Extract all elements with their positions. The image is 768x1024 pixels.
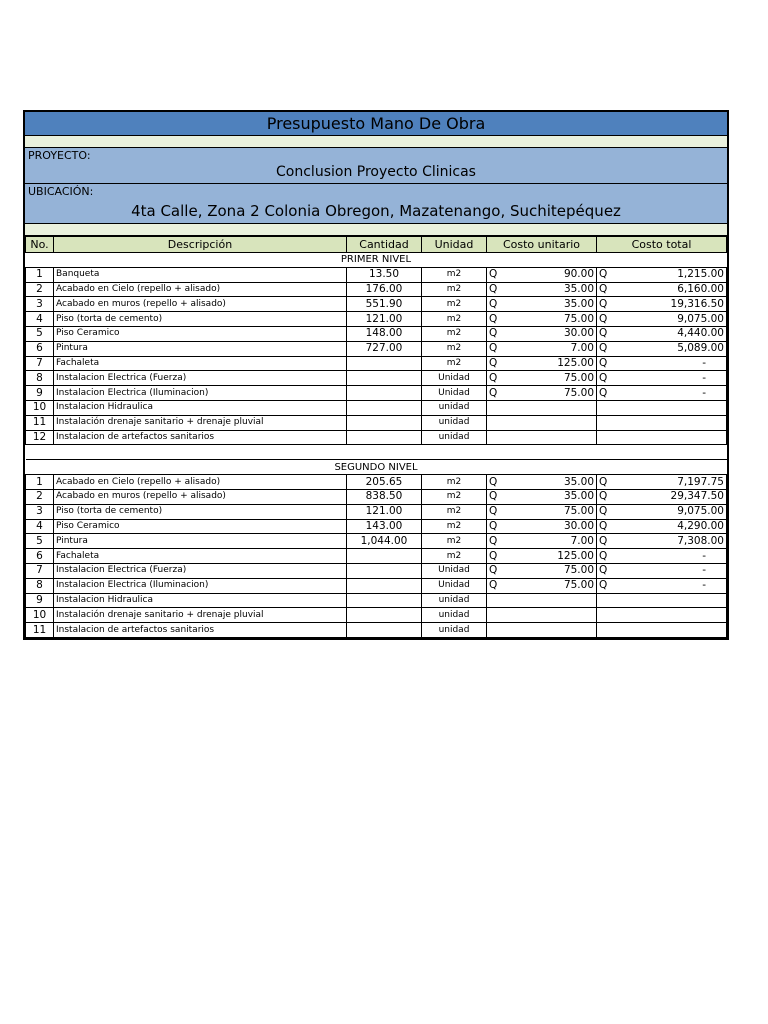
total-cost-amount: 4,440.00 <box>677 327 724 340</box>
item-description: Banqueta <box>54 267 347 282</box>
table-body <box>26 253 727 638</box>
blank-cell <box>26 445 727 460</box>
unit-cost-money <box>489 357 594 370</box>
total-cost-amount: 1,215.00 <box>677 268 724 281</box>
table-row <box>26 386 727 401</box>
table-row <box>26 297 727 312</box>
project-value: Conclusion Proyecto Clinicas <box>276 164 476 180</box>
col-header-description: Descripción <box>54 237 347 253</box>
currency-symbol: Q <box>599 386 608 399</box>
total-cost-amount: - <box>702 356 706 369</box>
currency-symbol: Q <box>599 297 608 310</box>
table-row <box>26 489 727 504</box>
unit-cost-money <box>489 476 594 489</box>
item-quantity: 143.00 <box>347 519 422 534</box>
item-total-cost <box>597 475 727 490</box>
table-row <box>26 504 727 519</box>
item-unit-cost <box>487 312 597 327</box>
unit-cost-amount: 75.00 <box>563 312 594 325</box>
item-unit-cost <box>487 549 597 564</box>
col-header-no: No. <box>26 237 54 253</box>
total-cost-money <box>599 550 724 563</box>
unit-cost-money <box>489 535 594 548</box>
currency-symbol: Q <box>489 371 498 384</box>
item-number: 5 <box>26 534 54 549</box>
item-quantity: 551.90 <box>347 297 422 312</box>
unit-cost-amount: 35.00 <box>563 297 594 310</box>
table-row <box>26 608 727 623</box>
item-description: Piso (torta de cemento) <box>54 312 347 327</box>
currency-symbol: Q <box>599 371 608 384</box>
item-unit-cost <box>487 282 597 297</box>
total-cost-money <box>599 327 724 340</box>
item-unit-cost <box>487 593 597 608</box>
item-description: Piso Ceramico <box>54 326 347 341</box>
total-cost-amount: - <box>702 386 706 399</box>
item-unit: unidad <box>422 623 487 638</box>
item-description: Instalacion de artefactos sanitarios <box>54 623 347 638</box>
item-number: 3 <box>26 297 54 312</box>
item-quantity <box>347 578 422 593</box>
item-unit: Unidad <box>422 386 487 401</box>
item-description: Instalacion Electrica (Iluminacion) <box>54 386 347 401</box>
item-description: Acabado en muros (repello + alisado) <box>54 489 347 504</box>
total-cost-amount: 4,290.00 <box>677 519 724 532</box>
unit-cost-money <box>489 387 594 400</box>
currency-symbol: Q <box>599 282 608 295</box>
currency-symbol: Q <box>599 534 608 547</box>
item-quantity <box>347 593 422 608</box>
total-cost-money <box>599 505 724 518</box>
item-quantity: 148.00 <box>347 326 422 341</box>
unit-cost-amount: 35.00 <box>563 490 594 503</box>
table-row <box>26 341 727 356</box>
currency-symbol: Q <box>489 297 498 310</box>
item-unit: m2 <box>422 267 487 282</box>
currency-symbol: Q <box>489 534 498 547</box>
item-unit-cost <box>487 578 597 593</box>
project-band <box>25 148 727 184</box>
item-total-cost <box>597 415 727 430</box>
currency-symbol: Q <box>489 342 498 355</box>
project-label: PROYECTO: <box>28 149 91 162</box>
currency-symbol: Q <box>599 490 608 503</box>
item-description: Pintura <box>54 534 347 549</box>
item-unit-cost <box>487 415 597 430</box>
unit-cost-amount: 35.00 <box>563 282 594 295</box>
currency-symbol: Q <box>489 268 498 281</box>
spacer <box>25 136 727 148</box>
item-unit-cost <box>487 563 597 578</box>
currency-symbol: Q <box>599 579 608 592</box>
item-number: 2 <box>26 489 54 504</box>
currency-symbol: Q <box>599 505 608 518</box>
item-quantity: 121.00 <box>347 312 422 327</box>
currency-symbol: Q <box>489 327 498 340</box>
item-description: Instalacion Electrica (Iluminacion) <box>54 578 347 593</box>
item-unit: m2 <box>422 341 487 356</box>
location-label: UBICACIÓN: <box>28 185 94 198</box>
total-cost-money <box>599 372 724 385</box>
unit-cost-amount: 35.00 <box>563 475 594 488</box>
item-unit-cost <box>487 386 597 401</box>
item-quantity: 121.00 <box>347 504 422 519</box>
item-total-cost <box>597 578 727 593</box>
table-row <box>26 519 727 534</box>
item-quantity <box>347 415 422 430</box>
item-unit: m2 <box>422 519 487 534</box>
item-total-cost <box>597 341 727 356</box>
currency-symbol: Q <box>599 475 608 488</box>
unit-cost-money <box>489 372 594 385</box>
item-unit-cost <box>487 608 597 623</box>
item-unit-cost <box>487 371 597 386</box>
item-unit-cost <box>487 297 597 312</box>
item-quantity: 1,044.00 <box>347 534 422 549</box>
total-cost-amount: - <box>702 579 706 592</box>
item-total-cost <box>597 297 727 312</box>
unit-cost-amount: 7.00 <box>570 534 594 547</box>
table-row <box>26 371 727 386</box>
unit-cost-amount: 30.00 <box>563 519 594 532</box>
item-quantity <box>347 356 422 371</box>
item-description: Instalacion Electrica (Fuerza) <box>54 371 347 386</box>
item-number: 11 <box>26 415 54 430</box>
table-row <box>26 326 727 341</box>
item-unit-cost <box>487 326 597 341</box>
currency-symbol: Q <box>489 549 498 562</box>
section-title: PRIMER NIVEL <box>26 253 727 268</box>
item-number: 12 <box>26 430 54 445</box>
section-title: SEGUNDO NIVEL <box>26 460 727 475</box>
item-unit: m2 <box>422 504 487 519</box>
total-cost-amount: 5,089.00 <box>677 342 724 355</box>
item-quantity <box>347 608 422 623</box>
item-number: 3 <box>26 504 54 519</box>
item-total-cost <box>597 430 727 445</box>
total-cost-money <box>599 342 724 355</box>
location-value: 4ta Calle, Zona 2 Colonia Obregon, Mazatenango, Suchitepéquez <box>131 202 621 220</box>
item-total-cost <box>597 386 727 401</box>
item-description: Piso Ceramico <box>54 519 347 534</box>
unit-cost-amount: 75.00 <box>563 579 594 592</box>
table-row <box>26 415 727 430</box>
unit-cost-amount: 75.00 <box>563 564 594 577</box>
item-number: 7 <box>26 356 54 371</box>
currency-symbol: Q <box>489 519 498 532</box>
section-header-row <box>26 460 727 475</box>
item-quantity: 176.00 <box>347 282 422 297</box>
total-cost-money <box>599 579 724 592</box>
item-unit: Unidad <box>422 578 487 593</box>
item-description: Pintura <box>54 341 347 356</box>
item-unit-cost <box>487 534 597 549</box>
header-row <box>26 237 727 253</box>
section-header-row <box>26 253 727 268</box>
item-unit-cost <box>487 341 597 356</box>
table-row <box>26 563 727 578</box>
total-cost-money <box>599 564 724 577</box>
unit-cost-amount: 75.00 <box>563 505 594 518</box>
table-row <box>26 623 727 638</box>
item-total-cost <box>597 623 727 638</box>
total-cost-amount: - <box>702 549 706 562</box>
item-description: Instalación drenaje sanitario + drenaje pluvial <box>54 608 347 623</box>
item-total-cost <box>597 549 727 564</box>
total-cost-amount: 6,160.00 <box>677 282 724 295</box>
item-description: Acabado en Cielo (repello + alisado) <box>54 475 347 490</box>
item-description: Fachaleta <box>54 356 347 371</box>
item-total-cost <box>597 534 727 549</box>
item-number: 11 <box>26 623 54 638</box>
unit-cost-money <box>489 564 594 577</box>
col-header-quantity: Cantidad <box>347 237 422 253</box>
total-cost-amount: 7,197.75 <box>677 475 724 488</box>
item-unit-cost <box>487 623 597 638</box>
unit-cost-money <box>489 313 594 326</box>
total-cost-amount: 9,075.00 <box>677 505 724 518</box>
table-row <box>26 549 727 564</box>
item-quantity <box>347 623 422 638</box>
item-total-cost <box>597 371 727 386</box>
item-total-cost <box>597 312 727 327</box>
item-unit: m2 <box>422 489 487 504</box>
sheet-title: Presupuesto Mano De Obra <box>25 112 727 136</box>
currency-symbol: Q <box>599 356 608 369</box>
item-unit: m2 <box>422 297 487 312</box>
item-quantity: 838.50 <box>347 489 422 504</box>
budget-table <box>25 236 727 638</box>
total-cost-money <box>599 357 724 370</box>
item-total-cost <box>597 282 727 297</box>
unit-cost-money <box>489 268 594 281</box>
currency-symbol: Q <box>489 386 498 399</box>
unit-cost-money <box>489 298 594 311</box>
item-number: 10 <box>26 400 54 415</box>
item-quantity: 205.65 <box>347 475 422 490</box>
item-total-cost <box>597 489 727 504</box>
item-unit-cost <box>487 489 597 504</box>
item-number: 6 <box>26 341 54 356</box>
item-total-cost <box>597 504 727 519</box>
item-description: Acabado en muros (repello + alisado) <box>54 297 347 312</box>
item-number: 10 <box>26 608 54 623</box>
item-number: 4 <box>26 312 54 327</box>
currency-symbol: Q <box>599 342 608 355</box>
item-total-cost <box>597 356 727 371</box>
item-quantity <box>347 563 422 578</box>
item-total-cost <box>597 519 727 534</box>
item-unit: unidad <box>422 593 487 608</box>
item-total-cost <box>597 400 727 415</box>
total-cost-money <box>599 298 724 311</box>
location-band <box>25 184 727 224</box>
item-unit: m2 <box>422 282 487 297</box>
item-number: 5 <box>26 326 54 341</box>
item-quantity: 13.50 <box>347 267 422 282</box>
budget-sheet <box>23 110 729 640</box>
item-unit: unidad <box>422 608 487 623</box>
table-row <box>26 475 727 490</box>
item-unit-cost <box>487 519 597 534</box>
unit-cost-money <box>489 579 594 592</box>
item-number: 4 <box>26 519 54 534</box>
unit-cost-amount: 30.00 <box>563 327 594 340</box>
item-description: Instalacion Hidraulica <box>54 400 347 415</box>
unit-cost-amount: 125.00 <box>557 549 594 562</box>
unit-cost-money <box>489 505 594 518</box>
col-header-unit-cost: Costo unitario <box>487 237 597 253</box>
item-number: 6 <box>26 549 54 564</box>
table-row <box>26 282 727 297</box>
table-row <box>26 400 727 415</box>
total-cost-amount: - <box>702 564 706 577</box>
item-unit-cost <box>487 430 597 445</box>
currency-symbol: Q <box>599 549 608 562</box>
table-row <box>26 312 727 327</box>
unit-cost-money <box>489 490 594 503</box>
currency-symbol: Q <box>489 579 498 592</box>
currency-symbol: Q <box>489 356 498 369</box>
table-row <box>26 267 727 282</box>
table-row <box>26 593 727 608</box>
total-cost-amount: 29,347.50 <box>670 490 724 503</box>
currency-symbol: Q <box>489 505 498 518</box>
total-cost-money <box>599 313 724 326</box>
currency-symbol: Q <box>489 564 498 577</box>
item-unit-cost <box>487 504 597 519</box>
item-description: Fachaleta <box>54 549 347 564</box>
item-quantity <box>347 549 422 564</box>
total-cost-amount: 19,316.50 <box>670 297 724 310</box>
item-number: 1 <box>26 475 54 490</box>
item-total-cost <box>597 267 727 282</box>
table-row <box>26 430 727 445</box>
item-unit: unidad <box>422 430 487 445</box>
total-cost-amount: 7,308.00 <box>677 534 724 547</box>
currency-symbol: Q <box>599 327 608 340</box>
item-number: 8 <box>26 578 54 593</box>
item-unit: Unidad <box>422 371 487 386</box>
item-unit: m2 <box>422 549 487 564</box>
total-cost-amount: - <box>702 371 706 384</box>
item-unit: m2 <box>422 312 487 327</box>
unit-cost-amount: 75.00 <box>563 371 594 384</box>
item-number: 2 <box>26 282 54 297</box>
item-number: 1 <box>26 267 54 282</box>
total-cost-money <box>599 387 724 400</box>
item-description: Instalación drenaje sanitario + drenaje pluvial <box>54 415 347 430</box>
item-unit: unidad <box>422 400 487 415</box>
total-cost-amount: 9,075.00 <box>677 312 724 325</box>
currency-symbol: Q <box>489 282 498 295</box>
item-description: Acabado en Cielo (repello + alisado) <box>54 282 347 297</box>
item-number: 8 <box>26 371 54 386</box>
item-description: Piso (torta de cemento) <box>54 504 347 519</box>
unit-cost-money <box>489 342 594 355</box>
currency-symbol: Q <box>489 475 498 488</box>
table-row <box>26 356 727 371</box>
spacer <box>25 224 727 236</box>
table-row <box>26 578 727 593</box>
unit-cost-amount: 90.00 <box>563 268 594 281</box>
col-header-unit: Unidad <box>422 237 487 253</box>
total-cost-money <box>599 268 724 281</box>
unit-cost-amount: 7.00 <box>570 342 594 355</box>
currency-symbol: Q <box>599 268 608 281</box>
total-cost-money <box>599 283 724 296</box>
item-number: 7 <box>26 563 54 578</box>
unit-cost-money <box>489 327 594 340</box>
currency-symbol: Q <box>489 312 498 325</box>
col-header-total-cost: Costo total <box>597 237 727 253</box>
item-quantity <box>347 430 422 445</box>
item-unit: m2 <box>422 475 487 490</box>
table-row <box>26 534 727 549</box>
item-description: Instalacion Electrica (Fuerza) <box>54 563 347 578</box>
item-description: Instalacion de artefactos sanitarios <box>54 430 347 445</box>
unit-cost-money <box>489 550 594 563</box>
currency-symbol: Q <box>489 490 498 503</box>
item-unit-cost <box>487 356 597 371</box>
currency-symbol: Q <box>599 519 608 532</box>
item-total-cost <box>597 608 727 623</box>
total-cost-money <box>599 490 724 503</box>
item-total-cost <box>597 563 727 578</box>
unit-cost-money <box>489 283 594 296</box>
item-unit: Unidad <box>422 563 487 578</box>
currency-symbol: Q <box>599 312 608 325</box>
item-quantity <box>347 386 422 401</box>
item-number: 9 <box>26 386 54 401</box>
currency-symbol: Q <box>599 564 608 577</box>
unit-cost-money <box>489 520 594 533</box>
item-quantity <box>347 371 422 386</box>
unit-cost-amount: 75.00 <box>563 386 594 399</box>
item-quantity: 727.00 <box>347 341 422 356</box>
item-description: Instalacion Hidraulica <box>54 593 347 608</box>
item-total-cost <box>597 593 727 608</box>
item-unit: m2 <box>422 534 487 549</box>
blank-row <box>26 445 727 460</box>
unit-cost-amount: 125.00 <box>557 356 594 369</box>
total-cost-money <box>599 476 724 489</box>
total-cost-money <box>599 535 724 548</box>
item-number: 9 <box>26 593 54 608</box>
item-unit-cost <box>487 475 597 490</box>
item-quantity <box>347 400 422 415</box>
total-cost-money <box>599 520 724 533</box>
item-unit-cost <box>487 400 597 415</box>
item-unit: unidad <box>422 415 487 430</box>
item-unit: m2 <box>422 356 487 371</box>
item-unit-cost <box>487 267 597 282</box>
item-total-cost <box>597 326 727 341</box>
item-unit: m2 <box>422 326 487 341</box>
